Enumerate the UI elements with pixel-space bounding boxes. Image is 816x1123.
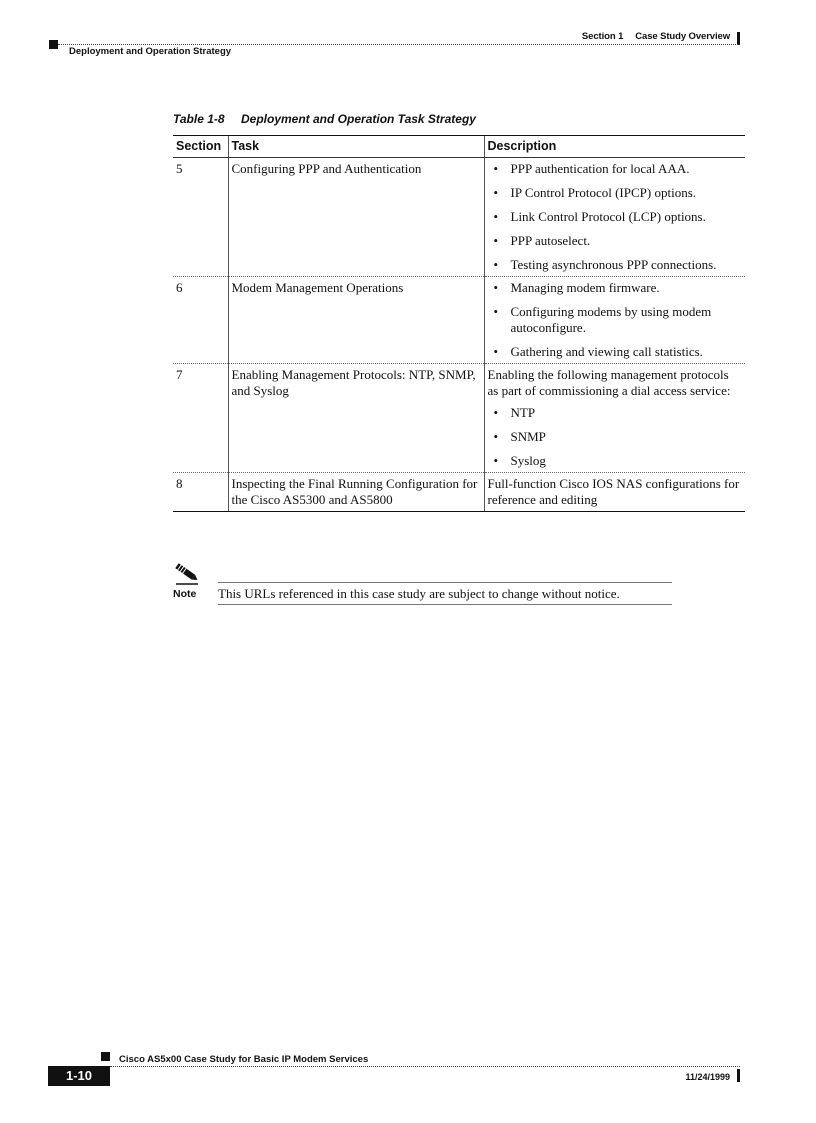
table-row bbox=[173, 277, 745, 364]
list-item: • PPP authentication for local AAA. bbox=[488, 161, 743, 177]
pencil-note-icon bbox=[172, 562, 200, 586]
row-description bbox=[484, 158, 745, 277]
description-list bbox=[488, 280, 743, 360]
column-header-section: Section bbox=[173, 136, 228, 158]
row-task: Enabling Management Protocols: NTP, SNMP, and Syslog bbox=[228, 364, 484, 473]
footer-date: 11/24/1999 bbox=[685, 1072, 730, 1082]
header-square-marker bbox=[49, 40, 58, 49]
footer-doc-title: Cisco AS5x00 Case Study for Basic IP Modem Services bbox=[119, 1054, 369, 1065]
table-title: Deployment and Operation Task Strategy bbox=[241, 112, 476, 126]
list-item: • Testing asynchronous PPP connections. bbox=[488, 257, 743, 273]
note-text: This URLs referenced in this case study are subject to change without notice. bbox=[218, 586, 620, 601]
row-description: Full-function Cisco IOS NAS configurations for reference and editing bbox=[484, 473, 745, 512]
list-item: • Configuring modems by using modem autoconfigure. bbox=[488, 304, 743, 336]
list-item: • PPP autoselect. bbox=[488, 233, 743, 249]
table-caption bbox=[173, 112, 476, 126]
description-list bbox=[488, 405, 743, 469]
header-rule bbox=[58, 44, 740, 45]
section-title: Case Study Overview bbox=[635, 31, 730, 42]
list-item: • SNMP bbox=[488, 429, 743, 445]
description-list bbox=[488, 161, 743, 273]
running-header bbox=[582, 31, 730, 42]
column-header-description: Description bbox=[484, 136, 745, 158]
list-item: • Link Control Protocol (LCP) options. bbox=[488, 209, 743, 225]
footer-rule bbox=[110, 1066, 740, 1067]
row-section: 6 bbox=[173, 277, 228, 364]
chapter-title: Deployment and Operation Strategy bbox=[69, 46, 232, 57]
list-item: • IP Control Protocol (IPCP) options. bbox=[488, 185, 743, 201]
strategy-table bbox=[173, 135, 745, 512]
table-row bbox=[173, 158, 745, 277]
row-description bbox=[484, 277, 745, 364]
note-label: Note bbox=[173, 588, 197, 600]
row-description bbox=[484, 364, 745, 473]
row-section: 5 bbox=[173, 158, 228, 277]
row-section: 8 bbox=[173, 473, 228, 512]
note-rule-bottom bbox=[218, 604, 672, 605]
table-row bbox=[173, 364, 745, 473]
row-section: 7 bbox=[173, 364, 228, 473]
section-label: Section 1 bbox=[581, 31, 624, 42]
table-number: Table 1-8 bbox=[173, 112, 225, 126]
list-item: • Managing modem firmware. bbox=[488, 280, 743, 296]
footer-square-marker bbox=[101, 1052, 110, 1061]
footer-marker-bar bbox=[737, 1069, 740, 1082]
row-task: Configuring PPP and Authentication bbox=[228, 158, 484, 277]
table-row bbox=[173, 473, 745, 512]
note-rule-top bbox=[218, 582, 672, 583]
list-item: • NTP bbox=[488, 405, 743, 421]
row-task: Modem Management Operations bbox=[228, 277, 484, 364]
column-header-task: Task bbox=[228, 136, 484, 158]
description-intro: Enabling the following management protocols as part of commissioning a dial access service: bbox=[487, 367, 731, 398]
list-item: • Gathering and viewing call statistics. bbox=[488, 344, 743, 360]
list-item: • Syslog bbox=[488, 453, 743, 469]
table-header-row bbox=[173, 136, 745, 158]
row-task: Inspecting the Final Running Configuration for the Cisco AS5300 and AS5800 bbox=[228, 473, 484, 512]
page-number: 1-10 bbox=[48, 1066, 110, 1086]
